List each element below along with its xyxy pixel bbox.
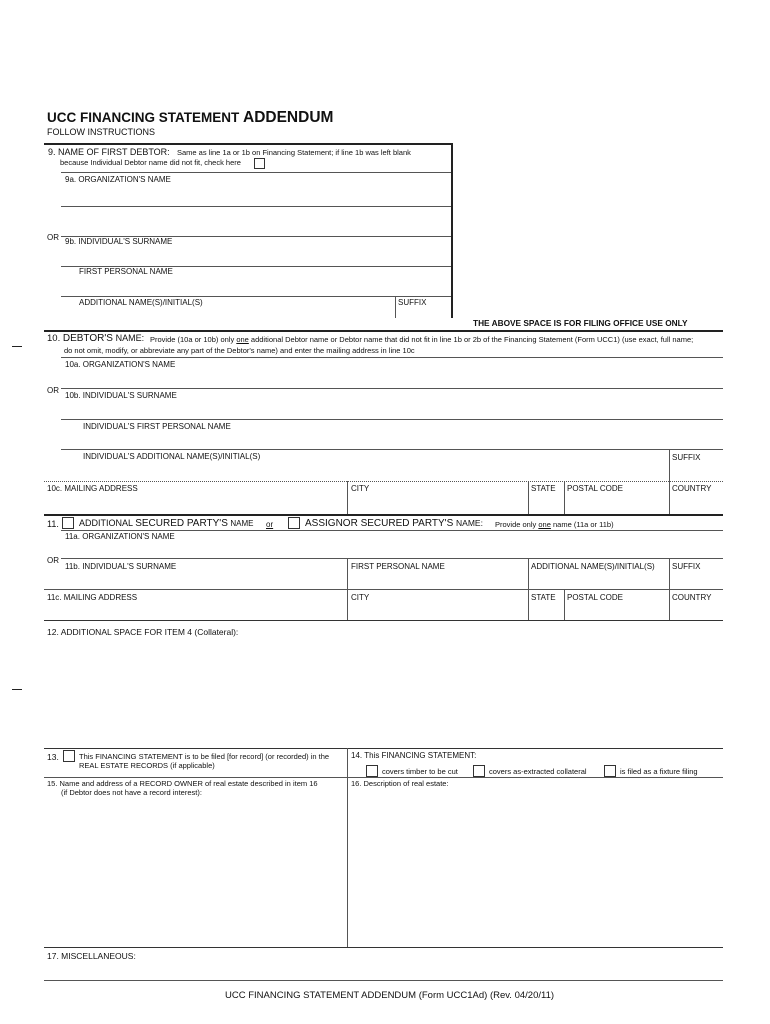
item10-desc-1a: Provide (10a or 10b) only xyxy=(150,335,235,344)
item11-additional-heading xyxy=(79,519,254,529)
item10b-label: 10b. INDIVIDUAL'S SURNAME xyxy=(65,391,177,400)
item10c-state-field[interactable] xyxy=(529,495,563,513)
item10-additional-names-field[interactable] xyxy=(61,463,668,481)
item10-top-border xyxy=(44,330,723,332)
divider xyxy=(44,777,723,778)
item17-label: 17. MISCELLANEOUS: xyxy=(47,951,136,961)
item11-additional-names-field[interactable] xyxy=(529,573,668,589)
item11-assignor-secured-partys: ASSIGNOR SECURED PARTY'S xyxy=(305,518,454,529)
item11a-label: 11a. ORGANIZATION'S NAME xyxy=(65,532,175,541)
item10c-state-label: STATE xyxy=(531,484,556,493)
item9-same-checkbox[interactable] xyxy=(254,158,265,169)
item9-label: 9. NAME OF FIRST DEBTOR: xyxy=(48,147,170,157)
item16-label: 16. Description of real estate: xyxy=(351,779,449,788)
item11b-surname-field[interactable] xyxy=(61,573,346,589)
item9-desc-1: Same as line 1a or 1b on Financing Statement; if line 1b was left blank xyxy=(177,148,411,157)
item11-first-name-label: FIRST PERSONAL NAME xyxy=(351,562,445,571)
item13-real-estate-checkbox[interactable] xyxy=(63,750,75,762)
form-title xyxy=(47,110,333,126)
item11c-postal-field[interactable] xyxy=(565,604,668,620)
item10c-city-field[interactable] xyxy=(348,495,527,513)
divider xyxy=(61,296,451,297)
item11-additional-checkbox[interactable] xyxy=(62,517,74,529)
item9b-surname-field[interactable] xyxy=(61,248,451,266)
item10-desc-2: do not omit, modify, or abbreviate any part of the Debtor's name) and enter the mailing address in line 10c xyxy=(64,346,415,355)
item11-name-word: NAME xyxy=(230,519,254,528)
divider xyxy=(61,530,723,531)
item10-desc-1b: additional Debtor name or Debtor name that did not fit in line 1b or 2b of the Financing Statement (Form UCC1) (use exact, full name; xyxy=(250,335,694,344)
item11c-state-field[interactable] xyxy=(529,604,563,620)
item11-name2-word: NAME: xyxy=(456,518,483,528)
item14-fixture-label: is filed as a fixture filing xyxy=(620,767,698,776)
item10-suffix-field[interactable] xyxy=(670,463,723,481)
item11-additional-word: ADDITIONAL xyxy=(79,518,133,528)
item11a-org-field[interactable] xyxy=(61,543,723,558)
item11c-postal-label: POSTAL CODE xyxy=(567,593,624,602)
item16-real-estate-description-field[interactable] xyxy=(348,790,723,946)
item11-provide-one: one xyxy=(538,520,551,529)
item10-debtors: DEBTOR'S xyxy=(62,333,113,344)
item14-timber-checkbox[interactable] xyxy=(366,765,378,777)
item10a-label: 10a. ORGANIZATION'S NAME xyxy=(65,360,176,369)
item10c-postal-label: POSTAL CODE xyxy=(567,484,624,493)
divider xyxy=(61,558,723,559)
item11-or: OR xyxy=(47,556,59,565)
item11c-city-field[interactable] xyxy=(348,604,527,620)
item11-provide-note xyxy=(495,521,614,529)
item11c-mailing-label: 11c. MAILING ADDRESS xyxy=(47,593,138,602)
item13-num: 13. xyxy=(47,752,59,762)
form-footer: UCC FINANCING STATEMENT ADDENDUM (Form UCC1Ad) (Rev. 04/20/11) xyxy=(225,990,555,1001)
item10-desc-1 xyxy=(150,336,693,344)
item17-miscellaneous-field[interactable] xyxy=(44,963,723,980)
item10-heading xyxy=(47,334,144,344)
item11c-city-label: CITY xyxy=(351,593,370,602)
item12-top-border xyxy=(44,620,723,621)
item9a-org-field-cont[interactable] xyxy=(61,207,451,235)
item10c-city-label: CITY xyxy=(351,484,370,493)
item11-additional-names-label: ADDITIONAL NAME(S)/INITIAL(S) xyxy=(531,562,655,571)
item13-line-2: REAL ESTATE RECORDS (if applicable) xyxy=(79,761,215,770)
item10-additional-names-label: INDIVIDUAL'S ADDITIONAL NAME(S)/INITIAL(S) xyxy=(83,452,261,461)
item12-collateral-field[interactable] xyxy=(44,640,723,746)
item9-right-border xyxy=(451,143,453,318)
item9-first-name-field[interactable] xyxy=(61,278,451,296)
item9-suffix-field[interactable] xyxy=(396,307,451,318)
item11-or-word: or xyxy=(266,520,274,529)
item10-first-name-label: INDIVIDUAL'S FIRST PERSONAL NAME xyxy=(83,422,231,431)
item11-suffix-label: SUFFIX xyxy=(672,562,701,571)
item14-fixture-checkbox[interactable] xyxy=(604,765,616,777)
item11-num: 11. xyxy=(47,519,59,529)
item14-as-extracted-checkbox[interactable] xyxy=(473,765,485,777)
item11-assignor-heading xyxy=(305,519,483,529)
divider xyxy=(61,419,723,420)
divider xyxy=(61,357,723,358)
item9-or: OR xyxy=(47,233,59,242)
item13-top-border xyxy=(44,748,723,749)
divider xyxy=(44,589,723,590)
item10c-mailing-label: 10c. MAILING ADDRESS xyxy=(47,484,138,493)
item11-secured-partys: SECURED PARTY'S xyxy=(135,518,228,529)
item9-suffix-label: SUFFIX xyxy=(398,298,427,307)
item12-label: 12. ADDITIONAL SPACE FOR ITEM 4 (Collateral): xyxy=(47,627,239,637)
divider xyxy=(61,172,451,173)
margin-tick-mark xyxy=(12,346,22,347)
item10c-postal-field[interactable] xyxy=(565,495,668,513)
item10-desc-one: one xyxy=(236,335,249,344)
item10a-org-field[interactable] xyxy=(61,371,723,388)
item13-line-1: This FINANCING STATEMENT is to be filed [for record] (or recorded) in the xyxy=(79,752,330,761)
item9-top-border xyxy=(44,143,452,145)
item14-as-extracted-label: covers as-extracted collateral xyxy=(489,767,587,776)
item10c-country-field[interactable] xyxy=(670,495,723,513)
item10-suffix-label: SUFFIX xyxy=(672,453,701,462)
item9-first-name-label: FIRST PERSONAL NAME xyxy=(79,267,173,276)
item17-top-border xyxy=(44,947,723,948)
item10-num: 10. xyxy=(47,333,61,344)
item10-first-name-field[interactable] xyxy=(61,433,723,449)
item10b-surname-field[interactable] xyxy=(61,402,723,419)
divider xyxy=(61,449,723,450)
item17-bottom-border xyxy=(44,980,723,981)
item9a-label: 9a. ORGANIZATION'S NAME xyxy=(65,175,171,184)
item14-label: 14. This FINANCING STATEMENT: xyxy=(351,751,477,760)
item11c-mailing-field[interactable] xyxy=(44,604,346,620)
divider xyxy=(61,388,723,389)
item11-provide-a: Provide only xyxy=(495,520,537,529)
item9a-org-field[interactable] xyxy=(61,186,451,206)
item11c-country-label: COUNTRY xyxy=(672,593,712,602)
item11c-state-label: STATE xyxy=(531,593,556,602)
item11-top-border xyxy=(44,514,723,516)
margin-tick-mark xyxy=(12,689,22,690)
item15-line-1: 15. Name and address of a RECORD OWNER of real estate described in item 16 xyxy=(47,779,318,788)
item10-name-word: NAME: xyxy=(115,333,145,343)
follow-instructions: FOLLOW INSTRUCTIONS xyxy=(47,127,156,137)
item11-provide-b: name (11a or 11b) xyxy=(552,520,614,529)
item9-additional-names-label: ADDITIONAL NAME(S)/INITIAL(S) xyxy=(79,298,203,307)
form-title-addendum: ADDENDUM xyxy=(243,109,334,126)
item9-additional-names-field[interactable] xyxy=(61,307,394,318)
item11-suffix-field[interactable] xyxy=(670,573,723,589)
item11-first-name-field[interactable] xyxy=(348,573,527,589)
item14-timber-label: covers timber to be cut xyxy=(382,767,458,776)
item11b-label: 11b. INDIVIDUAL'S SURNAME xyxy=(65,562,177,571)
item15-line-2: (if Debtor does not have a record interest): xyxy=(61,788,202,797)
item15-record-owner-field[interactable] xyxy=(44,800,346,946)
item11-assignor-checkbox[interactable] xyxy=(288,517,300,529)
filing-office-notice: THE ABOVE SPACE IS FOR FILING OFFICE USE ONLY xyxy=(473,318,688,328)
item10c-country-label: COUNTRY xyxy=(672,484,712,493)
item9-desc-2: because Individual Debtor name did not fit, check here xyxy=(60,158,241,167)
dotted-divider xyxy=(44,481,723,482)
item9b-label: 9b. INDIVIDUAL'S SURNAME xyxy=(65,237,173,246)
item11c-country-field[interactable] xyxy=(670,604,723,620)
item10-or: OR xyxy=(47,386,59,395)
form-title-main: UCC FINANCING STATEMENT xyxy=(47,110,240,125)
item10c-mailing-field[interactable] xyxy=(44,495,346,513)
